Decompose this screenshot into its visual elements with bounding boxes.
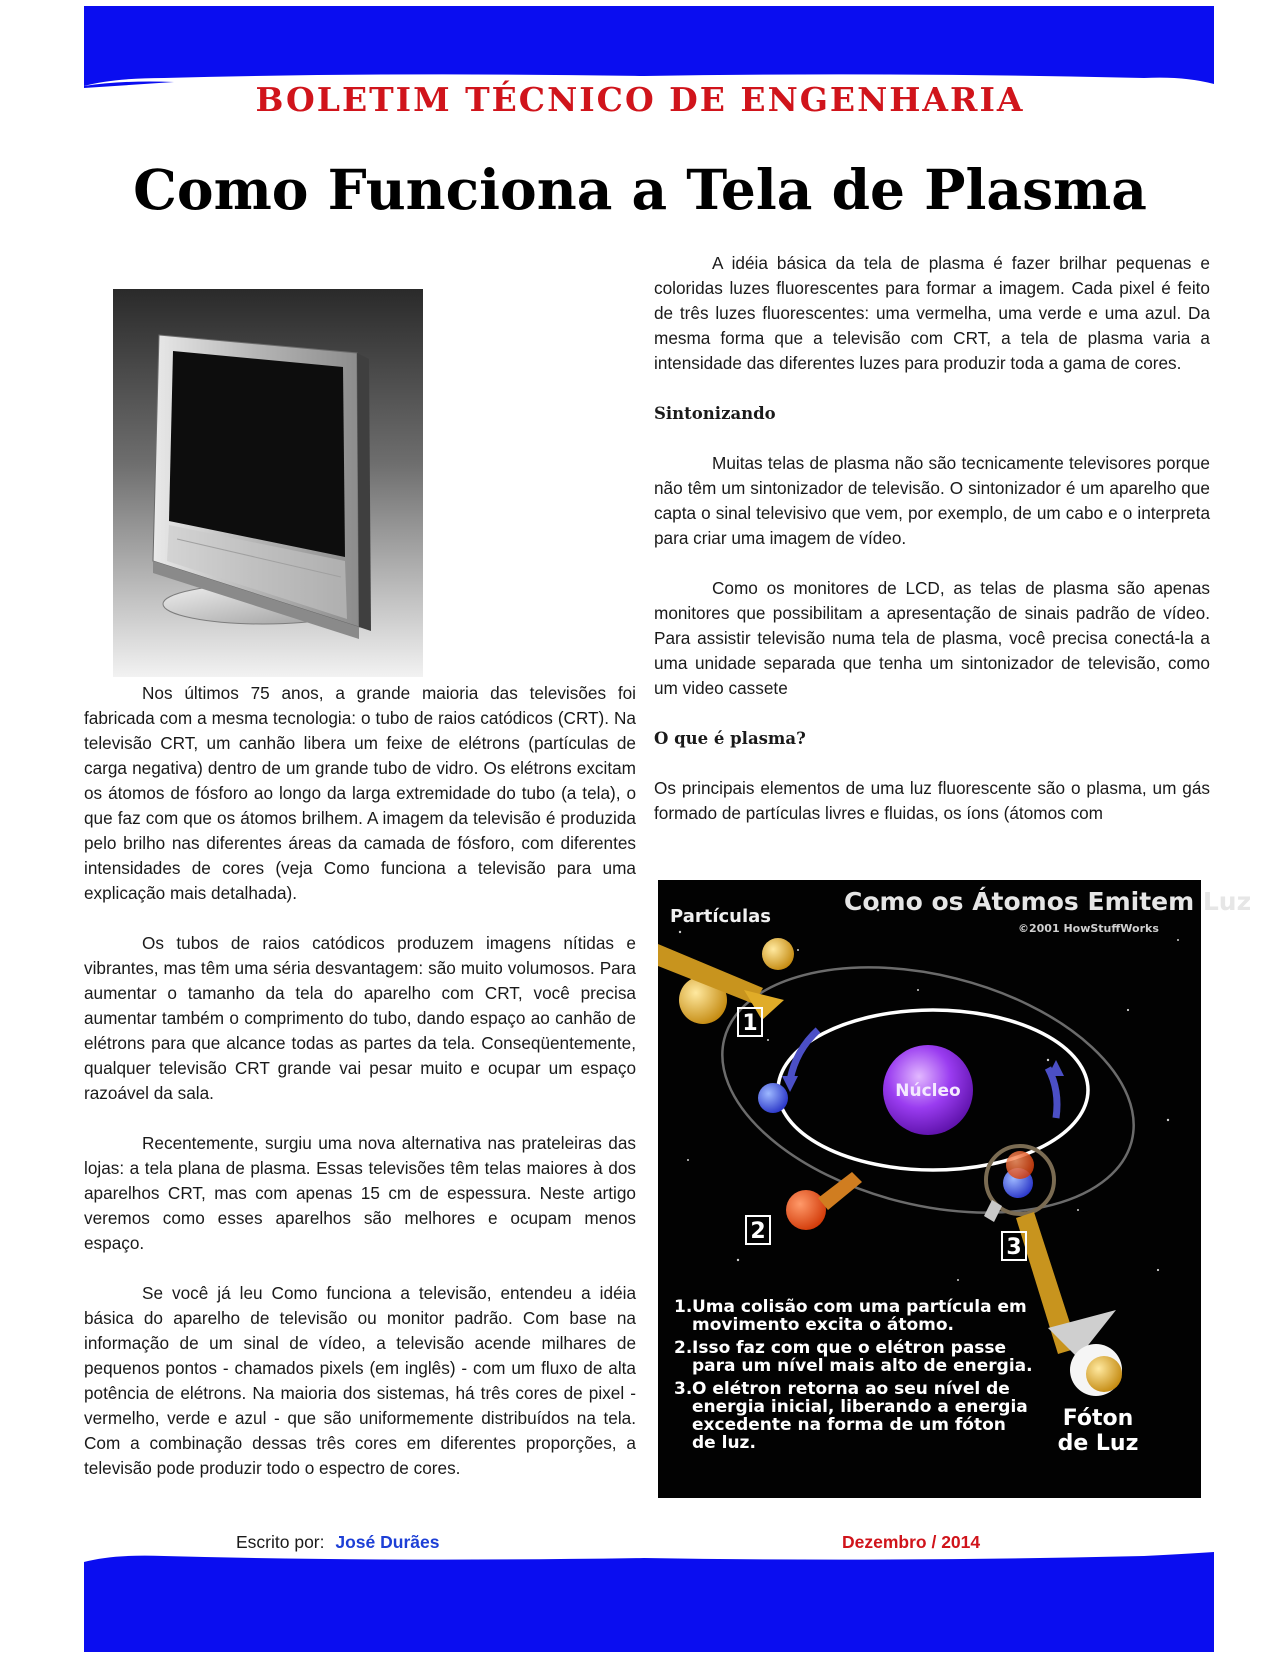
atom-emission-diagram <box>658 880 1252 1498</box>
svg-text:para um nível mais alto de ene: para um nível mais alto de energia. <box>692 1356 1033 1376</box>
paragraph: Muitas telas de plasma não são tecnicamente televisores porque não têm um sintonizador de televisão. O sintonizador é um aparelho que capta o sinal televisivo que vem, por exemplo, de um cabo e o interpreta para criar uma imagem de vídeo. <box>654 453 1210 548</box>
paragraph: Os tubos de raios catódicos produzem imagens nítidas e vibrantes, mas têm uma séria desvantagem: são muito volumosos. Para aumentar o tamanho da tela do aparelho com CRT, você precisa aumentar também o comprimento do tubo, dando espaço ao canhão de elétrons para que alcance todas as partes da tela. Conseqüentemente, qualquer televisão CRT grande vai pesar muito e ocupar um espaço razoável da sala. <box>84 933 636 1103</box>
svg-text:energia inicial, liberando a e: energia inicial, liberando a energia <box>692 1397 1028 1417</box>
paragraph: Os principais elementos de uma luz fluorescente são o plasma, um gás formado de partículas livres e fluidas, os íons (átomos com <box>654 778 1210 823</box>
section-heading-plasma: O que é plasma? <box>654 729 806 748</box>
paragraph: Se você já leu Como funciona a televisão, entendeu a idéia básica do aparelho de televisão ou monitor padrão. Com base na informação de um sinal de vídeo, a televisão acende milhares de pequenos pontos - chamados pixels (em inglês) - com um fluxo de alta potência de elétrons. Na maioria dos sistemas, há três cores de pixel - vermelho, verde e azul - que são uniformemente distribuídos na tela. Com a combinação dessas três cores em diferentes proporções, a televisão pode produzir todo o espectro de cores. <box>84 1283 636 1478</box>
svg-text:excedente na forma de um fóton: excedente na forma de um fóton <box>692 1415 1006 1435</box>
step-number: 3 <box>1006 1235 1022 1260</box>
bulletin-title: BOLETIM TÉCNICO DE ENGENHARIA <box>255 80 1025 119</box>
svg-text:Uma colisão com uma partícula: Uma colisão com uma partícula em <box>692 1297 1027 1317</box>
photon-label: de Luz <box>1057 1431 1139 1456</box>
svg-text:2.: 2. <box>674 1338 693 1358</box>
footer-date: Dezembro / 2014 <box>842 1532 981 1552</box>
author-name: José Durães <box>335 1532 440 1552</box>
svg-text:movimento excita o átomo.: movimento excita o átomo. <box>692 1315 955 1335</box>
photon-label: Fóton <box>1062 1406 1134 1431</box>
diagram-copyright: ©2001 HowStuffWorks <box>1018 922 1159 935</box>
particles-label: Partículas <box>670 906 772 927</box>
plasma-tv-image <box>113 289 423 677</box>
svg-text:de luz.: de luz. <box>692 1433 756 1453</box>
author-label: Escrito por: <box>236 1532 325 1552</box>
nucleus-label: Núcleo <box>895 1081 961 1101</box>
svg-text:O elétron retorna ao seu nível: O elétron retorna ao seu nível de <box>692 1379 1010 1399</box>
paragraph: Nos últimos 75 anos, a grande maioria das televisões foi fabricada com a mesma tecnologia: o tubo de raios catódicos (CRT). Na televisão CRT, um canhão libera um feixe de elétrons (partículas de carga negativa) dentro de um grande tubo de vidro. Os elétrons excitam os átomos de fósforo ao longo da larga extremidade do tubo (a tela), o que faz com que os átomos brilhem. A imagem da televisão é produzida pelo brilho nas diferentes áreas da camada de fósforo, com diferentes intensidades de cores (veja Como funciona a televisão para uma explicação mais detalhada). <box>84 683 636 903</box>
right-text-column <box>654 251 1210 826</box>
svg-text:3.: 3. <box>674 1379 693 1399</box>
page-title: Como Funciona a Tela de Plasma <box>133 157 1147 222</box>
paragraph: A idéia básica da tela de plasma é fazer brilhar pequenas e coloridas luzes fluorescentes para formar a imagem. Cada pixel é feito de três luzes fluorescentes: uma vermelha, uma verde e uma azul. Da mesma forma que a televisão com CRT, a tela de plasma varia a intensidade das diferentes luzes para produzir toda a gama de cores. <box>654 253 1210 373</box>
paragraph: Como os monitores de LCD, as telas de plasma são apenas monitores que possibilitam a apresentação de sinais padrão de vídeo. Para assistir televisão numa tela de plasma, você precisa conectá-la a uma unidade separada que tenha um sintonizador de televisão, como um video cassete <box>654 578 1210 698</box>
svg-text:Isso faz com que o elétron pas: Isso faz com que o elétron passe <box>692 1338 1007 1358</box>
step-number: 1 <box>742 1011 758 1036</box>
svg-text:1.: 1. <box>674 1297 693 1317</box>
bottom-decorative-band <box>84 1548 1214 1652</box>
left-text-column <box>84 681 636 1481</box>
step-number: 2 <box>750 1219 766 1244</box>
section-heading-tuning: Sintonizando <box>654 404 776 423</box>
paragraph: Recentemente, surgiu uma nova alternativa nas prateleiras das lojas: a tela plana de plasma. Essas televisões têm telas maiores à dos aparelhos CRT, mas com apenas 15 cm de espessura. Neste artigo veremos como esses aparelhos são melhores e ocupam menos espaço. <box>84 1133 636 1253</box>
diagram-title: Como os Átomos Emitem Luz <box>844 887 1252 916</box>
